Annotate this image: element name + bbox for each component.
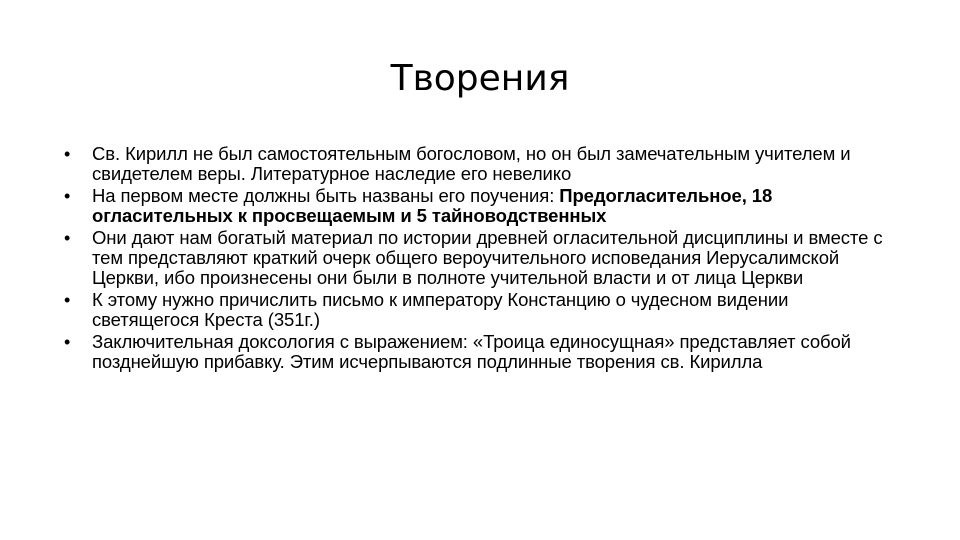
bullet-icon: • [64,185,71,206]
bullet-item [64,228,899,289]
bullet-item [64,144,899,185]
bullet-text: На первом месте должны быть названы его поучения: [92,184,560,206]
bullet-text: Св. Кирилл не был самостоятельным богословом, но он был замечательным учителем и свидетелем веры. Литературное наследие его невелико [92,143,851,185]
slide-title [0,55,960,103]
bullet-item [64,186,899,227]
bullet-icon: • [64,227,71,248]
bullet-text: К этому нужно причислить письмо к императору Констанцию о чудесном видении светящегося Креста (351г.) [92,288,789,331]
slide-title-text: Творения [390,58,570,99]
bullet-item [64,290,899,331]
bullet-list [64,144,899,373]
bullet-text-bold: Предогласительное, 18 огласительных к просвещаемым и 5 тайноводственных [92,184,773,227]
bullet-text: Они дают нам богатый материал по истории древней огласительной дисциплины и вместе с тем представляют краткий очерк общего вероучительного исповедания Иерусалимской Церкви, ибо произнесены они были в полноте учительной власти и от лица Церкви [92,226,883,289]
bullet-item [64,332,899,373]
bullet-icon: • [64,289,71,310]
bullet-text: Заключительная доксология с выражением: «Троица единосущная» представляет собой позднейшую прибавку. Этим исчерпываются подлинные творения св. Кирилла [92,330,851,373]
bullet-icon: • [64,144,71,164]
bullet-icon: • [64,331,71,352]
